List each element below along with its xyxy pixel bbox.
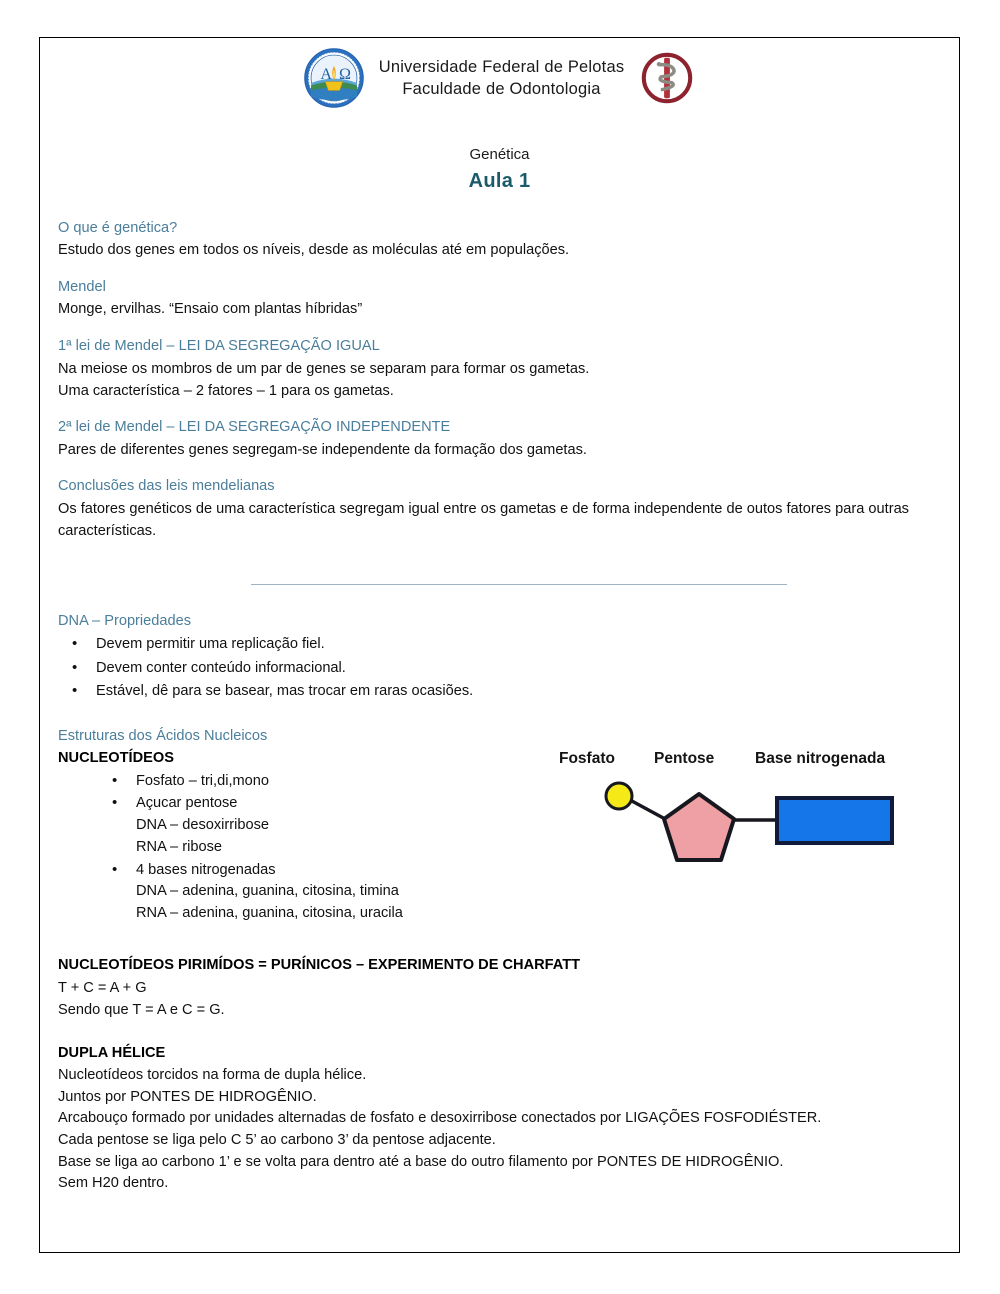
section-heading-second-law: 2ª lei de Mendel – LEI DA SEGREGAÇÃO INDEPENDENTE xyxy=(58,418,451,435)
lesson-title: Aula 1 xyxy=(468,169,531,192)
nucleotide-components-list xyxy=(58,770,528,925)
section-heading-conclusions: Conclusões das leis mendelianas xyxy=(58,477,275,494)
chargaff-equation-2: Sendo que T = A e C = G. xyxy=(58,1002,225,1019)
double-helix-line: Arcabouço formado por unidades alternadas de fosfato e desoxirribose conectados por LIGAÇÕES FOSFODIÉSTER. xyxy=(58,1110,822,1127)
list-subline: RNA – ribose xyxy=(136,838,222,855)
svg-text:A: A xyxy=(320,66,332,84)
section-heading-nucleic-acid-structures: Estruturas dos Ácidos Nucleicos xyxy=(58,727,268,744)
nucleotide-structure-diagram xyxy=(515,750,915,890)
subheading-nucleotideos: NUCLEOTÍDEOS xyxy=(58,749,174,766)
section-heading-what-is-genetics: O que é genética? xyxy=(58,219,178,236)
double-helix-line: Sem H20 dentro. xyxy=(58,1175,169,1192)
diagram-label-base: Base nitrogenada xyxy=(755,750,886,767)
section-body-first-law-line1: Na meiose os mombros de um par de genes se separam para formar os gametas. xyxy=(58,360,590,377)
section-body-second-law: Pares de diferentes genes segregam-se independente da formação dos gametas. xyxy=(58,441,587,458)
dna-properties-list xyxy=(58,633,941,704)
document-header xyxy=(40,38,959,109)
university-name: Universidade Federal de Pelotas xyxy=(378,57,625,76)
list-item: • Estável, dê para se basear, mas trocar em raras ocasiões. xyxy=(58,680,941,704)
list-item xyxy=(58,792,528,858)
section-heading-pyrimidines: NUCLEOTÍDEOS PIRIMÍDOS = PURÍNICOS – EXPERIMENTO DE CHARFATT xyxy=(58,957,581,974)
document-body xyxy=(40,218,959,1195)
section-body-what-is-genetics: Estudo dos genes em todos os níveis, desde as moléculas até em populações. xyxy=(58,242,570,259)
document-page xyxy=(39,37,960,1253)
section-heading-dna-properties: DNA – Propriedades xyxy=(58,613,192,630)
list-item xyxy=(58,859,528,925)
section-heading-mendel: Mendel xyxy=(58,278,106,295)
section-body-mendel: Monge, ervilhas. “Ensaio com plantas híbridas” xyxy=(58,301,363,318)
section-body-first-law-line2: Uma característica – 2 fatores – 1 para os gametas. xyxy=(58,382,394,399)
list-subline: DNA – desoxirribose xyxy=(136,816,270,833)
list-subline: DNA – adenina, guanina, citosina, timina xyxy=(136,883,399,900)
faculty-name: Faculdade de Odontologia xyxy=(402,80,601,98)
list-item xyxy=(58,770,528,793)
list-item: • Devem permitir uma replicação fiel. xyxy=(58,633,941,657)
ufpel-seal-logo xyxy=(303,47,365,109)
diagram-label-phosphate: Fosfato xyxy=(559,750,615,767)
subject-label: Genética xyxy=(469,146,530,163)
list-item-label: 4 bases nitrogenadas xyxy=(136,861,276,878)
list-item-label: Açucar pentose xyxy=(136,795,238,812)
header-title-block xyxy=(379,56,625,101)
list-item-label: Fosfato – tri,di,mono xyxy=(136,772,270,789)
diagram-label-pentose: Pentose xyxy=(654,750,715,767)
double-helix-line: Cada pentose se liga pelo C 5’ ao carbono 3’ da pentose adjacente. xyxy=(58,1132,496,1149)
section-body-conclusions: Os fatores genéticos de uma característica segregam igual entre os gametas e de forma independente de outos fatores para outras características. xyxy=(58,500,909,539)
page-title-block xyxy=(40,144,959,196)
chargaff-equation-1: T + C = A + G xyxy=(58,980,147,997)
double-helix-line: Nucleotídeos torcidos na forma de dupla hélice. xyxy=(58,1067,367,1084)
list-item: • Devem conter conteúdo informacional. xyxy=(58,657,941,681)
svg-text:Ω: Ω xyxy=(338,66,351,84)
double-helix-line: Base se liga ao carbono 1’ e se volta para dentro até a base do outro filamento por PONTES DE HIDROGÊNIO. xyxy=(58,1153,784,1170)
section-heading-double-helix: DUPLA HÉLICE xyxy=(58,1045,166,1062)
section-heading-first-law: 1ª lei de Mendel – LEI DA SEGREGAÇÃO IGUAL xyxy=(58,337,380,354)
double-helix-line: Juntos por PONTES DE HIDROGÊNIO. xyxy=(58,1088,317,1105)
odontology-caduceus-logo xyxy=(638,49,696,107)
list-subline: RNA – adenina, guanina, citosina, uracila xyxy=(136,905,403,922)
